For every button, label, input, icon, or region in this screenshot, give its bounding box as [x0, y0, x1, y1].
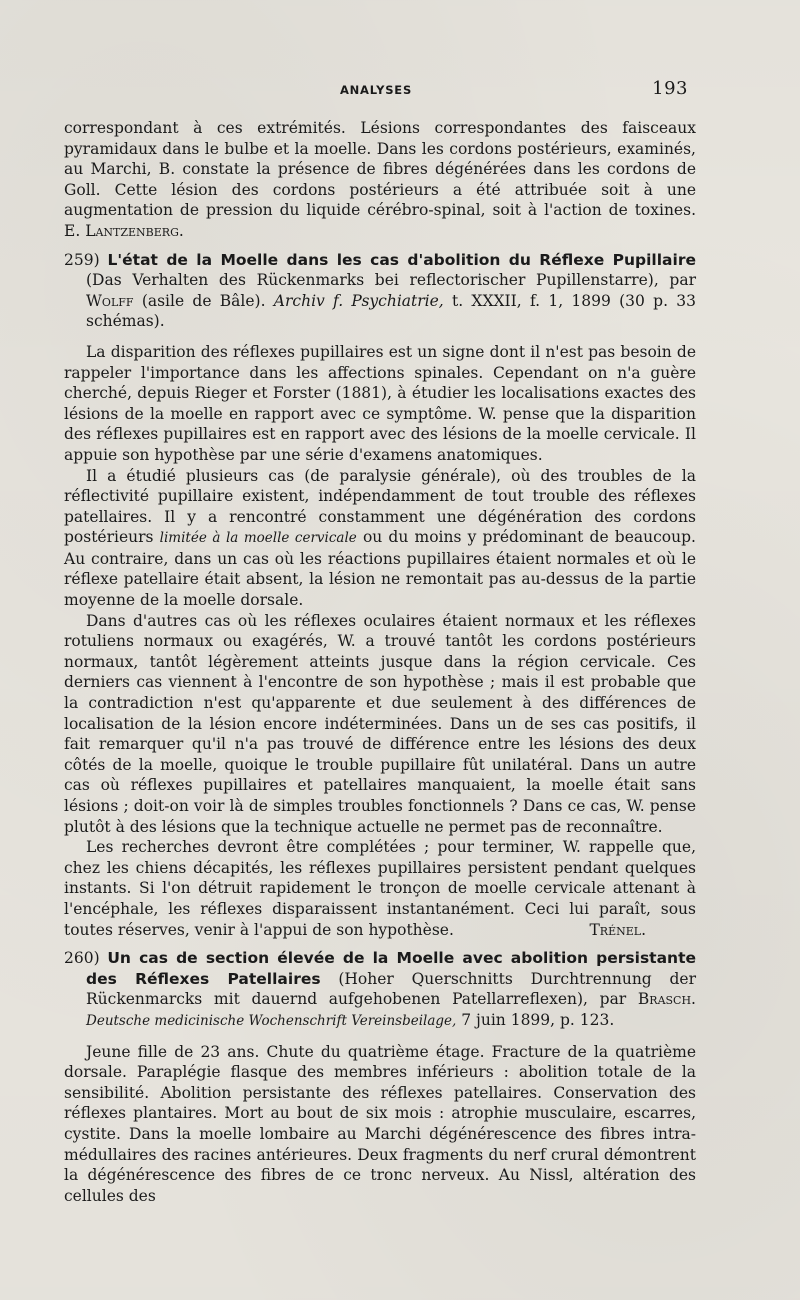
page-number: 193	[652, 78, 688, 99]
entry-260-journal: Deutsche medicinische Wochenschrift Vereinsbeilage,	[86, 1012, 457, 1029]
entry-259-number: 259)	[64, 250, 100, 269]
entry-259-paragraph-4-text: Les recherches devront être complétées ; pour terminer, W. rappelle que, chez les chiens décapités, les réflexes pupillaires persistent pendant quelques instants. Si l'on détruit rapidement le tronçon de moelle cervicale attenant à l'encéphale, les réflexes disparaissent instantanément. Ceci lui paraît, sous toutes réserves, venir à l'appui de son hypothèse.	[64, 838, 696, 939]
entry-260-citation: 7 juin 1899, p. 123.	[461, 1010, 615, 1029]
intro-text: correspondant à ces extrémités. Lésions correspondantes des faisceaux pyramidaux dans le bulbe et la moelle. Dans les cordons postérieurs, examinés, au Marchi, B. constate la présence de fibres dégénérées dans les cordons de Goll. Cette lésion des cordons postérieurs a été attribuée soit à une augmentation de pression du liquide cérébro-spinal, soit à l'action de toxines. E.	[64, 119, 696, 240]
entry-260-author: Brasch.	[637, 990, 696, 1009]
intro-signature: Lantzenberg.	[85, 221, 184, 240]
page-text	[64, 118, 696, 1206]
entry-259-citation: t. XXXII, f. 1, 1899 (30 p. 33 schémas).	[86, 291, 697, 331]
entry-259-paragraph-3: Dans d'autres cas où les réflexes oculaires étaient normaux et les réflexes rotuliens normaux ou exagérés, W. a trouvé tantôt les cordons postérieurs normaux, tantôt légèrement atteints jusque dans la région cervicale. Ces derniers cas viennent à l'encontre de son hypothèse ; mais il est probable que la contradiction n'est qu'apparente et due seulement à des différences de localisation de la lésion encore indéterminées. Dans un de ses cas positifs, il fait remarquer qu'il n'a pas trouvé de différence entre les lésions des deux côtés de la moelle, quoique le trouble pupillaire fût unilatéral. Dans un autre cas où réflexes pupillaires et patellaires manquaient, la moelle était sans lésions ; doit-on voir là de simples troubles fonctionnels ? Dans ce cas, W. pense plutôt à des lésions que la technique actuelle ne permet pas de reconnaître.	[64, 611, 696, 836]
entry-259-title: L'état de la Moelle dans les cas d'abolition du Réflexe Pupillaire	[107, 250, 696, 269]
entry-259-paragraph-1: La disparition des réflexes pupillaires est un signe dont il n'est pas besoin de rappeler l'importance dans les affections spinales. Cependant on n'a guère cherché, depuis Rieger et Forster (1881), à étudier les localisations exactes des lésions de la moelle en rapport avec ce symptôme. W. pense que la disparition des réflexes pupillaires est en rapport avec des lésions de la moelle cervicale. Il appuie son hypothèse par une série d'examens anatomiques.	[64, 342, 696, 464]
intro-paragraph	[64, 118, 696, 242]
entry-259-signature: Trénel.	[589, 920, 646, 939]
entry-260-number: 260)	[64, 949, 100, 968]
entry-259-author: Wolff	[86, 291, 134, 310]
entry-259-paragraph-2-italic: limitée à la moelle cervicale	[159, 530, 357, 547]
entry-259-paragraph-2	[64, 466, 696, 611]
entry-260-title: Un cas de section élevée de la Moelle avec abolition persistante des Réflexes Patellaires	[86, 949, 696, 988]
entry-259-subtitle-2: (asile de Bâle).	[141, 291, 266, 310]
entry-260-heading	[64, 948, 696, 1031]
entry-260-paragraph-1: Jeune fille de 23 ans. Chute du quatrième étage. Fracture de la quatrième dorsale. Paraplégie flasque des membres inférieurs : abolition totale de la sensibilité. Abolition persistante des réflexes patellaires. Conservation des réflexes plantaires. Mort au bout de six mois : atrophie musculaire, escarres, cystite. Dans la moelle lombaire au Marchi dégénérescence des fibres intra-médullaires des racines antérieures. Deux fragments du nerf crural démontrent la dégénérescence des fibres de ce tronc nerveux. Au Nissl, altération des cellules des	[64, 1042, 696, 1205]
entry-259-paragraph-2-end: ou du moins y prédominant de beaucoup. Au contraire, dans un cas où les réactions pupillaires étaient normales et où le réflexe patellaire était absent, la lésion ne remontait pas au-dessus de la partie moyenne de la moelle dorsale.	[64, 528, 696, 610]
entry-259-paragraph-4	[64, 837, 696, 940]
page-header	[64, 78, 688, 106]
running-head: ANALYSES	[339, 83, 413, 97]
entry-260-subtitle: (Hoher Querschnitts Durchtrennung der Rückenmarcks mit dauernd aufgehobenen Patellarreflexen), par	[86, 969, 696, 1009]
entry-259-journal: Archiv f. Psychiatrie,	[273, 291, 444, 310]
entry-259-paragraph-2-start: Il a étudié plusieurs cas (de paralysie générale), où des troubles de la réflectivité pupillaire existent, indépendamment de tout trouble des réflexes patellaires. Il y a rencontré constamment une dégénération des cordons postérieurs	[64, 466, 696, 547]
entry-259-heading	[64, 250, 696, 332]
entry-259-subtitle-1: (Das Verhalten des Rückenmarks bei reflectorischer Pupillenstarre), par	[86, 271, 696, 290]
